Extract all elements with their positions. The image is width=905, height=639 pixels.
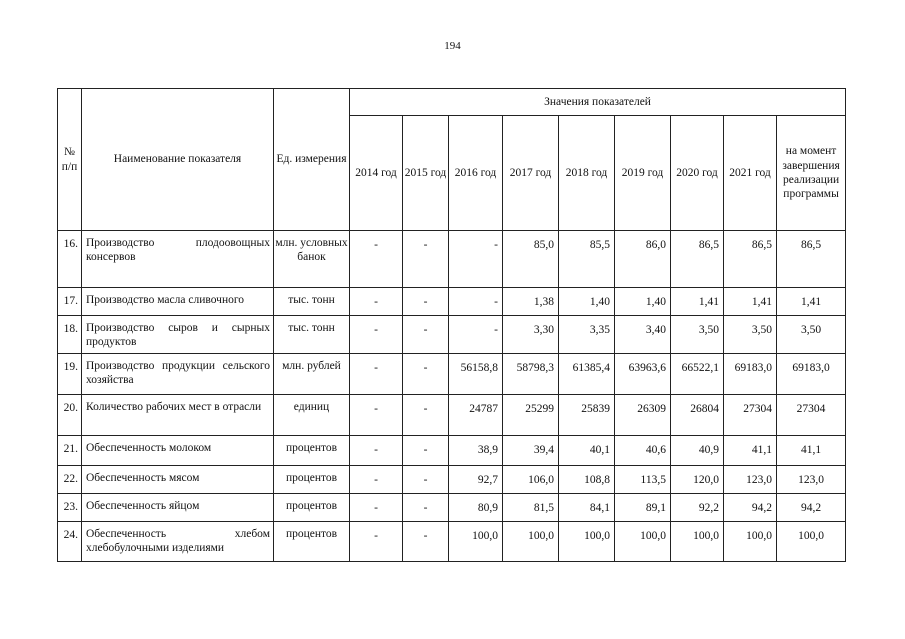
value-cell: -	[350, 316, 403, 354]
value-cell: 38,9	[449, 436, 503, 466]
value-cell: 26309	[615, 395, 671, 436]
header-year: 2014 год	[350, 116, 403, 231]
value-cell: 100,0	[615, 522, 671, 562]
row-number: 22.	[58, 466, 82, 494]
unit-cell: процентов	[274, 466, 350, 494]
value-cell: 25299	[503, 395, 559, 436]
value-cell: 89,1	[615, 494, 671, 522]
value-cell: 108,8	[559, 466, 615, 494]
value-cell: 100,0	[503, 522, 559, 562]
table-row	[58, 466, 846, 494]
row-number: 23.	[58, 494, 82, 522]
table-row	[58, 436, 846, 466]
header-year: 2019 год	[615, 116, 671, 231]
value-cell: 1,38	[503, 288, 559, 316]
value-cell: -	[403, 395, 449, 436]
value-cell: 94,2	[777, 494, 846, 522]
value-cell: 100,0	[449, 522, 503, 562]
table-row	[58, 288, 846, 316]
value-cell: 27304	[724, 395, 777, 436]
value-cell: -	[350, 354, 403, 395]
unit-cell: процентов	[274, 522, 350, 562]
value-cell: 106,0	[503, 466, 559, 494]
value-cell: 120,0	[671, 466, 724, 494]
value-cell: -	[449, 231, 503, 288]
value-cell: 123,0	[724, 466, 777, 494]
value-cell: -	[403, 231, 449, 288]
unit-cell: процентов	[274, 436, 350, 466]
table-row	[58, 395, 846, 436]
value-cell: -	[350, 494, 403, 522]
unit-cell: млн. рублей	[274, 354, 350, 395]
indicator-name: Производство сыров и сырных продуктов	[82, 316, 274, 354]
value-cell: 56158,8	[449, 354, 503, 395]
header-year: 2018 год	[559, 116, 615, 231]
table-row	[58, 354, 846, 395]
value-cell: 3,40	[615, 316, 671, 354]
header-year: 2020 год	[671, 116, 724, 231]
value-cell: -	[403, 316, 449, 354]
table-row	[58, 494, 846, 522]
header-name: Наименование показателя	[82, 89, 274, 231]
value-cell: 1,41	[724, 288, 777, 316]
value-cell: -	[403, 436, 449, 466]
value-cell: 3,50	[671, 316, 724, 354]
value-cell: 123,0	[777, 466, 846, 494]
value-cell: 61385,4	[559, 354, 615, 395]
value-cell: -	[403, 354, 449, 395]
table-row	[58, 316, 846, 354]
table-row	[58, 231, 846, 288]
value-cell: -	[403, 288, 449, 316]
value-cell: 94,2	[724, 494, 777, 522]
indicator-name: Обеспеченность хлебом хлебобулочными изделиями	[82, 522, 274, 562]
value-cell: 24787	[449, 395, 503, 436]
value-cell: 86,5	[777, 231, 846, 288]
value-cell: 63963,6	[615, 354, 671, 395]
value-cell: 1,40	[615, 288, 671, 316]
value-cell: 3,35	[559, 316, 615, 354]
value-cell: 3,50	[724, 316, 777, 354]
value-cell: 81,5	[503, 494, 559, 522]
value-cell: -	[403, 522, 449, 562]
unit-cell: процентов	[274, 494, 350, 522]
row-number: 20.	[58, 395, 82, 436]
value-cell: 40,6	[615, 436, 671, 466]
value-cell: 69183,0	[724, 354, 777, 395]
header-year: 2021 год	[724, 116, 777, 231]
value-cell: 100,0	[777, 522, 846, 562]
value-cell: 66522,1	[671, 354, 724, 395]
row-number: 17.	[58, 288, 82, 316]
value-cell: 1,41	[777, 288, 846, 316]
value-cell: 86,0	[615, 231, 671, 288]
value-cell: 3,30	[503, 316, 559, 354]
value-cell: 58798,3	[503, 354, 559, 395]
unit-cell: тыс. тонн	[274, 316, 350, 354]
indicator-name: Количество рабочих мест в отрасли	[82, 395, 274, 436]
value-cell: 85,0	[503, 231, 559, 288]
value-cell: 92,7	[449, 466, 503, 494]
header-completion: на момент завершения реализации программы	[777, 116, 846, 231]
value-cell: 1,40	[559, 288, 615, 316]
value-cell: 25839	[559, 395, 615, 436]
value-cell: 27304	[777, 395, 846, 436]
unit-cell: млн. условных банок	[274, 231, 350, 288]
value-cell: -	[350, 288, 403, 316]
value-cell: 39,4	[503, 436, 559, 466]
value-cell: 86,5	[671, 231, 724, 288]
page-number: 194	[444, 40, 461, 52]
value-cell: 100,0	[724, 522, 777, 562]
row-number: 16.	[58, 231, 82, 288]
value-cell: -	[350, 395, 403, 436]
value-cell: 3,50	[777, 316, 846, 354]
header-values-group: Значения показателей	[350, 89, 846, 116]
indicator-name: Производство плодоовощных консервов	[82, 231, 274, 288]
row-number: 19.	[58, 354, 82, 395]
value-cell: -	[449, 316, 503, 354]
value-cell: 113,5	[615, 466, 671, 494]
value-cell: 92,2	[671, 494, 724, 522]
unit-cell: единиц	[274, 395, 350, 436]
header-unit: Ед. измерения	[274, 89, 350, 231]
indicator-name: Обеспеченность молоком	[82, 436, 274, 466]
value-cell: -	[403, 466, 449, 494]
value-cell: -	[350, 522, 403, 562]
value-cell: 80,9	[449, 494, 503, 522]
indicator-name: Производство продукции сельского хозяйства	[82, 354, 274, 395]
header-year: 2015 год	[403, 116, 449, 231]
value-cell: -	[449, 288, 503, 316]
indicator-name: Обеспеченность мясом	[82, 466, 274, 494]
value-cell: -	[403, 494, 449, 522]
table-row	[58, 522, 846, 562]
indicator-name: Обеспеченность яйцом	[82, 494, 274, 522]
value-cell: 69183,0	[777, 354, 846, 395]
value-cell: 40,1	[559, 436, 615, 466]
row-number: 24.	[58, 522, 82, 562]
indicator-name: Производство масла сливочного	[82, 288, 274, 316]
value-cell: 100,0	[559, 522, 615, 562]
row-number: 18.	[58, 316, 82, 354]
value-cell: -	[350, 231, 403, 288]
unit-cell: тыс. тонн	[274, 288, 350, 316]
value-cell: 26804	[671, 395, 724, 436]
value-cell: -	[350, 466, 403, 494]
value-cell: 86,5	[724, 231, 777, 288]
indicators-table	[57, 88, 846, 562]
header-year: 2017 год	[503, 116, 559, 231]
header-num: № п/п	[58, 89, 82, 231]
value-cell: 1,41	[671, 288, 724, 316]
value-cell: 100,0	[671, 522, 724, 562]
value-cell: 41,1	[777, 436, 846, 466]
value-cell: 85,5	[559, 231, 615, 288]
header-year: 2016 год	[449, 116, 503, 231]
value-cell: 40,9	[671, 436, 724, 466]
value-cell: 84,1	[559, 494, 615, 522]
value-cell: -	[350, 436, 403, 466]
value-cell: 41,1	[724, 436, 777, 466]
row-number: 21.	[58, 436, 82, 466]
